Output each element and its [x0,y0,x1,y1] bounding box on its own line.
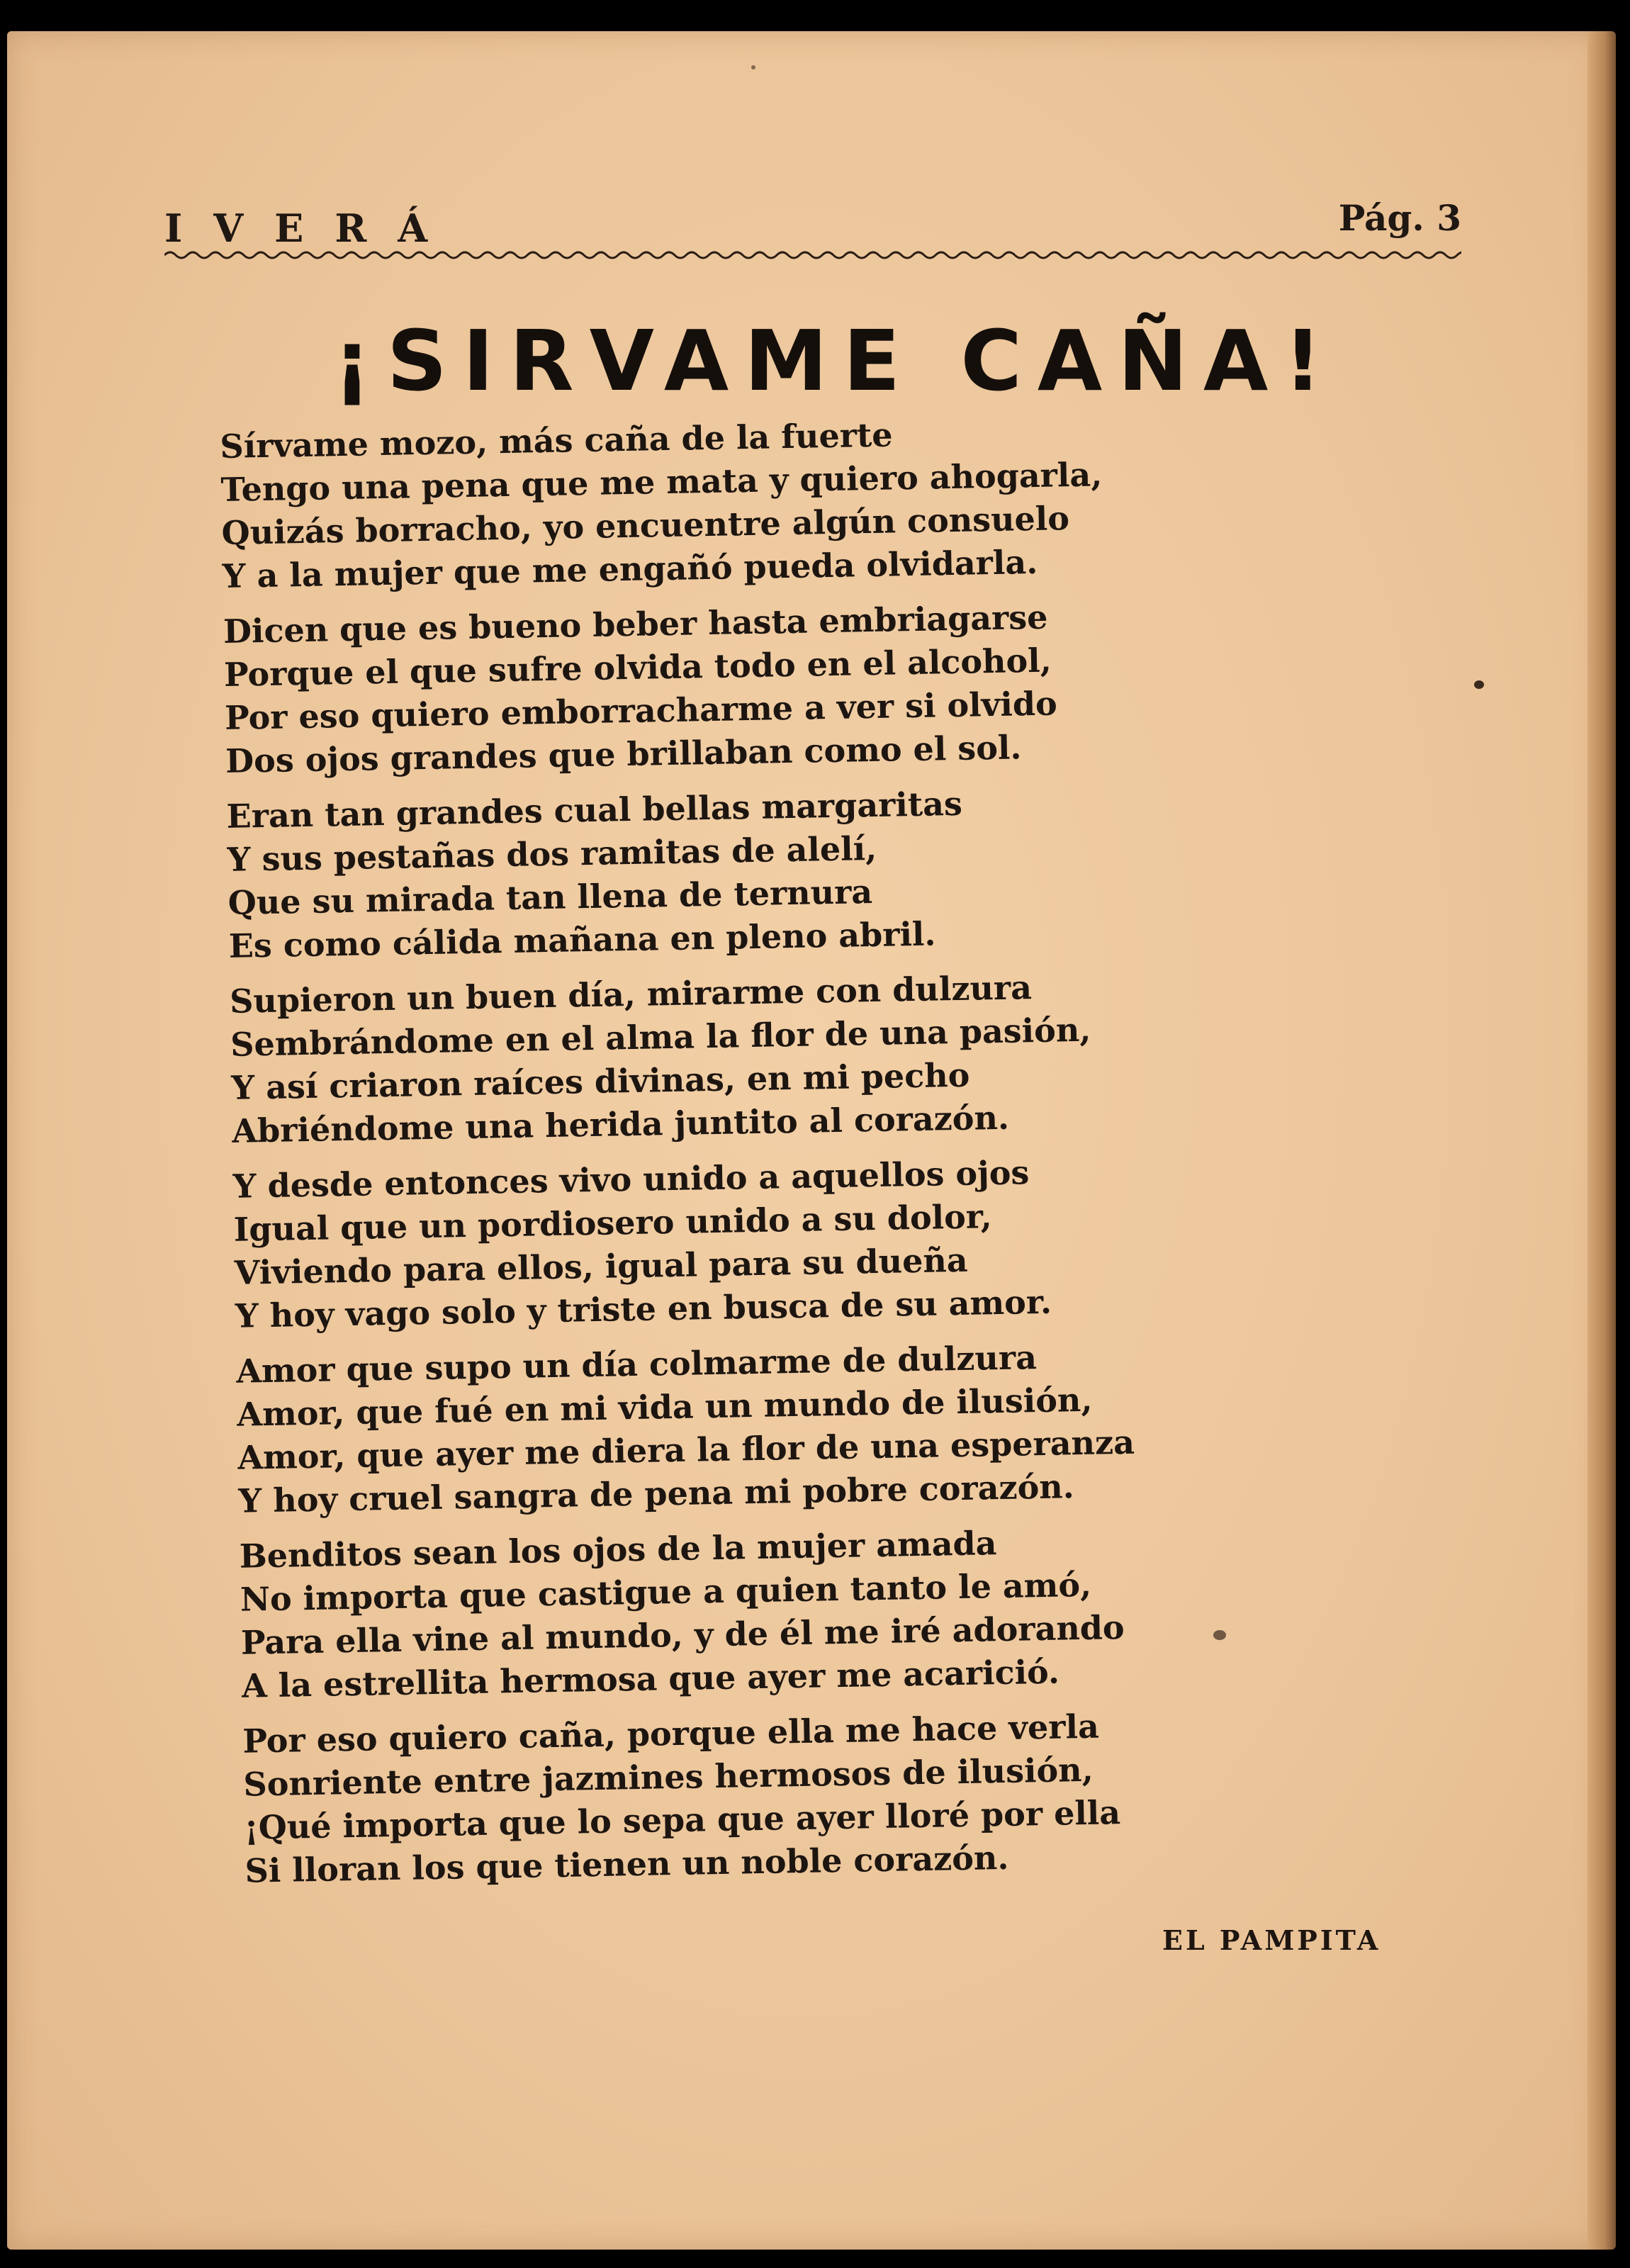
poem-line: Y sus pestañas dos ramitas de alelí, [227,829,877,879]
poem-line: Por eso quiero emborracharme a ver si olvido [224,684,1058,737]
paper-speck [1474,680,1484,689]
poem-line: Para ella vine al mundo, y de él me iré adorando [240,1607,1125,1662]
poem-line: Y así criaron raíces divinas, en mi pecho [230,1055,970,1107]
stanza [220,407,1286,598]
page-number: Pág. 3 [1338,197,1461,239]
poem-line: Igual que un pordiosero unido a su dolor, [233,1197,993,1249]
page-header [164,191,1461,251]
poem-line: Supieron un buen día, mirarme con dulzura [229,968,1033,1021]
stanza [242,1702,1308,1893]
stanza [236,1332,1302,1523]
poem-line: Amor, que fué en mi vida un mundo de ilusión, [236,1380,1093,1434]
stanza [226,777,1292,968]
poem-line: Porque el que sufre olvida todo en el alcohol, [223,641,1052,694]
poem-line: No importa que castigue a quien tanto le amó, [240,1565,1092,1619]
poem-line: Sonriente entre jazmines hermosos de ilusión, [243,1750,1094,1804]
poem-line: A la estrellita hermosa que ayer me acarició. [241,1652,1060,1705]
stanza [239,1517,1305,1708]
author-signature: EL PAMPITA [1162,1924,1381,1956]
poem-line: Amor que supo un día colmarme de dulzura [235,1338,1038,1391]
poem-line: Y hoy cruel sangra de pena mi pobre corazón. [238,1467,1075,1520]
poem-line: ¡Qué importa que lo sepa que ayer lloré por ella [244,1793,1121,1847]
poem-line: Es como cálida mañana en pleno abril. [228,914,936,965]
stanza [223,592,1289,783]
poem-line: Dicen que es bueno beber hasta embriagarse [223,597,1048,651]
poem-line: Sembrándome en el alma la flor de una pasión, [230,1010,1091,1064]
poem-line: Que su mirada tan llena de ternura [227,872,873,922]
stanza [230,962,1295,1153]
poem-line: Sírvame mozo, más caña de la fuerte [220,415,893,466]
poem-body [220,407,1308,1905]
poem-line: Tengo una pena que me mata y quiero ahogarla, [220,455,1103,509]
poem-line: Y hoy vago solo y triste en busca de su amor. [235,1282,1052,1335]
poem-line: Eran tan grandes cual bellas margaritas [226,784,963,836]
paper-speck [1213,1630,1226,1640]
poem-line: Abriéndome una herida juntito al corazón. [231,1098,1010,1150]
poem-title: ¡SIRVAME CAÑA! [333,312,1338,410]
poem-line: Dos ojos grandes que brillaban como el sol. [225,728,1022,780]
paper-speck [751,65,755,69]
poem-line: Viviendo para ellos, igual para su dueña [234,1240,969,1292]
poem-line: Benditos sean los ojos de la mujer amada [239,1524,997,1576]
poem-line: Por eso quiero caña, porque ella me hace verla [242,1707,1100,1761]
poem-line: Quizás borracho, yo encuentre algún consuelo [221,499,1070,552]
wavy-header-rule [164,248,1461,262]
poem-line: Y a la mujer que me engañó pueda olvidarla. [222,542,1038,595]
page-edge [1587,31,1616,2250]
publication-name: IVERÁ [164,206,459,251]
poem-line: Y desde entonces vivo unido a aquellos ojos [232,1153,1030,1206]
stanza [232,1147,1298,1338]
poem-line: Si lloran los que tienen un noble corazón. [244,1838,1009,1890]
poem-line: Amor, que ayer me diera la flor de una esperanza [237,1422,1135,1477]
